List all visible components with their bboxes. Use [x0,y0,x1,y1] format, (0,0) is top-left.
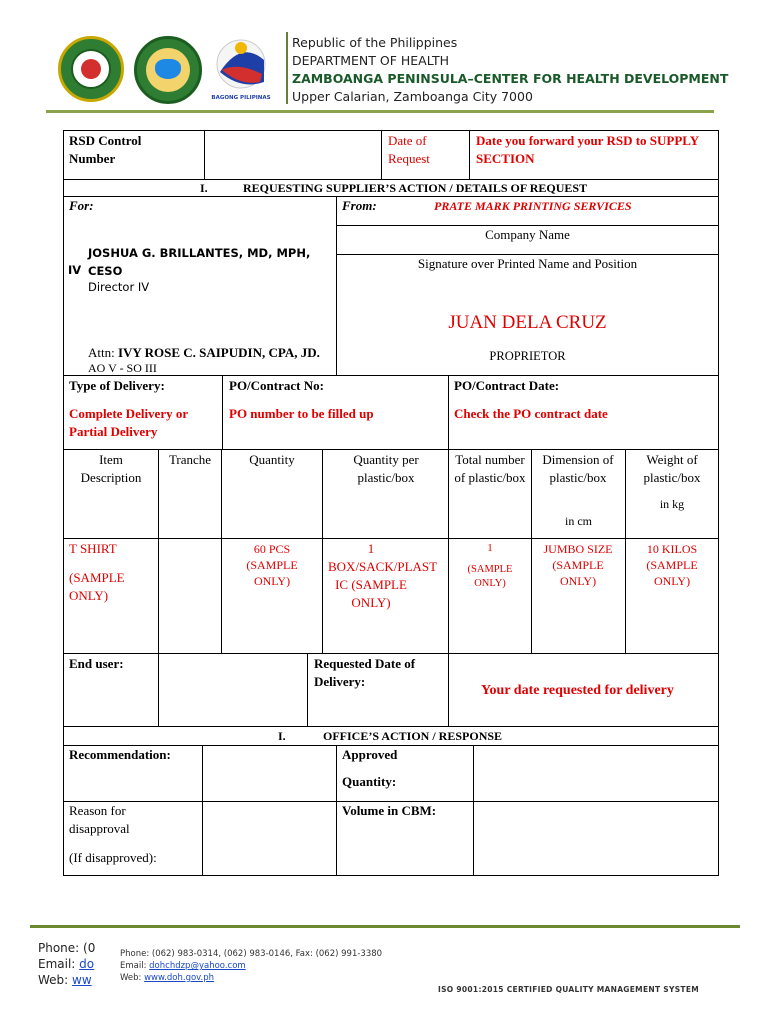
director-name-line1: JOSHUA G. BRILLANTES, MD, MPH, CESO [88,246,311,278]
approved-quantity-input[interactable] [473,745,719,802]
row-qty-per-value: 1 BOX/SACK/PLAST IC (SAMPLE ONLY) [328,541,438,610]
row-weight-value: 10 KILOS (SAMPLE ONLY) [646,542,698,588]
reason-input[interactable] [202,801,337,876]
footer-left-email-label: Email: [38,957,80,971]
from-company-value: PRATE MARK PRINTING SERVICES [434,199,632,213]
footer-left-email [38,956,95,972]
col-quantity-label: Quantity [249,452,295,467]
department-seal-logo [134,36,202,104]
header-divider [286,32,288,104]
rsd-control-label: RSD Control Number [69,133,142,166]
bagong-pilipinas-caption: BAGONG PILIPINAS [211,95,271,101]
company-name-label: Company Name [485,227,570,242]
col-total-label: Total number of plastic/box [454,452,526,485]
volume-label: Volume in CBM: [342,803,437,818]
end-user-label: End user: [69,656,124,671]
col-weight-unit: in kg [659,497,685,511]
footer-left-web-link[interactable]: ww [72,973,92,987]
footer-web-label: Web: [120,973,145,983]
po-number-label: PO/Contract No: [229,378,324,393]
header-rule [46,110,714,113]
for-label: For: [69,198,94,213]
attn-name: IVY ROSE C. SAIPUDIN, CPA, JD. [117,345,320,360]
approved-quantity-label: Quantity: [342,774,397,789]
director-name [88,244,338,280]
footer-email-label: Email: [120,961,150,971]
approved-label: Approved [342,747,398,762]
col-weight-label: Weight of plastic/box [643,452,701,485]
date-of-request-label: Date of Request [388,133,430,166]
volume-input[interactable] [473,801,719,876]
footer-phone: Phone: (062) 983-0314, (062) 983-0146, Fax: (062) 991-3380 [120,949,383,959]
bagong-pilipinas-logo [208,32,274,104]
section2-title: OFFICE’S ACTION / RESPONSE [323,729,503,743]
row-item-name: T SHIRT [69,541,117,556]
reason-label: Reason for disapproval [69,803,130,836]
footer-iso-text: ISO 9001:2015 CERTIFIED QUALITY MANAGEMENT SYSTEM [438,985,700,994]
po-date-label: PO/Contract Date: [454,378,560,393]
recommendation-input[interactable] [202,745,337,802]
footer-web-line [120,972,382,984]
header-department: DEPARTMENT OF HEALTH [292,53,449,68]
footer-left-email-link[interactable]: do [79,957,95,971]
col-item-label: Item Description [80,452,142,485]
footer-left-web [38,972,95,988]
footer-left-phone: Phone: (0 [38,941,96,955]
col-dimension-label: Dimension of plastic/box [542,452,614,485]
footer-email-line [120,960,382,972]
section1-title: REQUESTING SUPPLIER’S ACTION / DETAILS OF REQUEST [243,181,588,195]
footer-rule [30,925,740,928]
signatory-position: PROPRIETOR [489,349,566,363]
attn-prefix: Attn: [88,345,115,360]
row-item-note: (SAMPLE ONLY) [69,570,125,603]
delivery-type-label: Type of Delivery: [69,378,165,393]
end-user-input[interactable] [158,653,308,727]
signatory-name: JUAN DELA CRUZ [448,312,607,333]
delivery-type-value-line2: Partial Delivery [69,424,158,439]
row-total-value: 1 [487,542,493,554]
header-republic: Republic of the Philippines [292,35,458,50]
header-address: Upper Calarian, Zamboanga City 7000 [292,89,533,104]
director-name-line2: IV [68,263,82,277]
footer-web-link[interactable]: www.doh.gov.ph [144,973,215,983]
footer-left-block [38,940,95,988]
attn-position: AO V - SO III [88,361,157,375]
row-quantity-value: 60 PCS (SAMPLE ONLY) [246,542,298,588]
recommendation-label: Recommendation: [69,747,171,762]
footer-contact-block [120,948,382,984]
signature-label: Signature over Printed Name and Position [417,256,638,271]
header-center: ZAMBOANGA PENINSULA–CENTER FOR HEALTH DEVELOPMENT [292,71,729,86]
requested-date-label: Requested Date of Delivery: [314,656,416,689]
header-agency-block [292,34,728,106]
date-forward-note: Date you forward your RSD to SUPPLY SECTION [476,133,699,166]
po-number-value: PO number to be filled up [229,406,374,421]
rsd-control-input[interactable] [204,130,382,180]
col-tranche-label: Tranche [168,452,212,467]
delivery-type-value-line1: Complete Delivery or [69,406,189,421]
from-label: From: [342,198,377,213]
row-total-note: (SAMPLE ONLY) [467,564,513,589]
section1-number: I. [200,181,208,195]
col-qty-per-label: Quantity per plastic/box [353,452,419,485]
row-tranche-cell[interactable] [158,538,222,654]
section2-number: I. [278,729,286,743]
row-dimension-value: JUMBO SIZE (SAMPLE ONLY) [543,542,613,588]
requested-date-value: Your date requested for delivery [481,683,674,698]
po-date-value: Check the PO contract date [454,406,608,421]
footer-email-link[interactable]: dohchdzp@yahoo.com [149,961,246,971]
col-dimension-unit: in cm [565,514,592,528]
footer-left-web-label: Web: [38,973,73,987]
director-title: Director IV [88,280,150,294]
if-disapproved-label: (If disapproved): [69,850,157,865]
province-seal-logo [58,36,124,102]
